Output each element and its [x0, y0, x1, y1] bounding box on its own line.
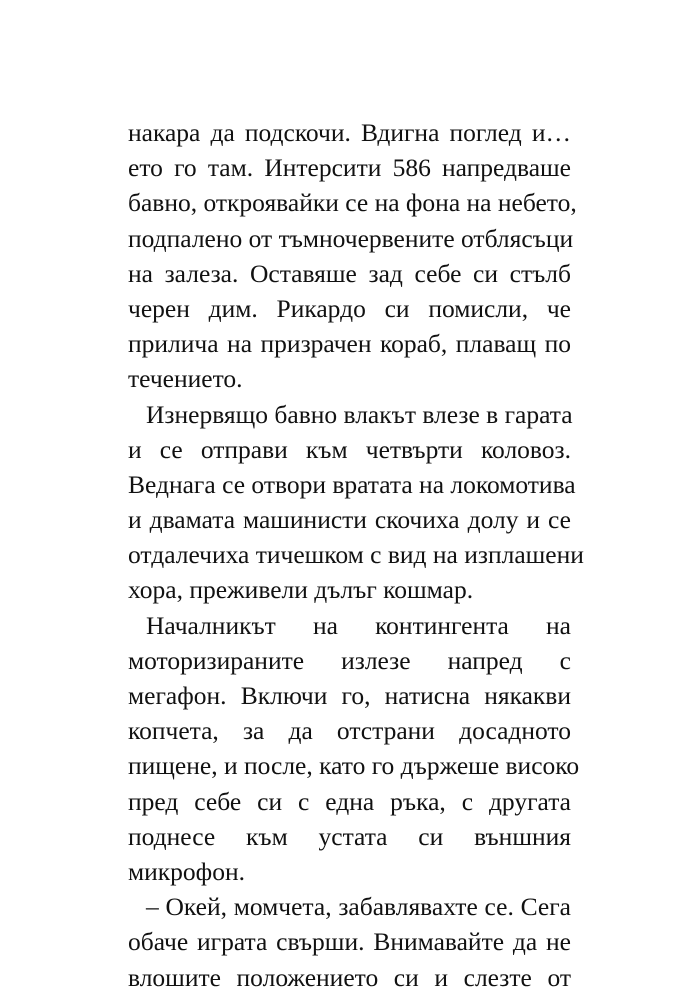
text-line: пищене, и после, като го държеше високо: [128, 751, 580, 781]
text-line: мегафон. Включи го, натисна някакви: [128, 681, 571, 710]
text-line: обаче играта свърши. Внимавайте да не: [128, 927, 571, 957]
paragraph-2: [128, 397, 584, 608]
text-line: течението.: [128, 364, 243, 394]
text-line: прилича на призрачен кораб, плаващ по: [128, 329, 571, 359]
text-line: бавно, откроявайки се на фона на небето,: [128, 188, 577, 218]
text-line: Изнервящо бавно влакът влезе в гарата: [146, 399, 573, 429]
text-line: пред себе си с една ръка, с другата: [128, 786, 571, 816]
text-line: и двамата машинисти скочиха долу и се: [128, 505, 571, 535]
text-line: накара да подскочи. Вдигна поглед и…: [128, 118, 571, 147]
paragraph-1: [128, 115, 577, 397]
text-line: отдалечиха тичешком с вид на изплашени: [128, 540, 584, 570]
text-line: на залеза. Оставяше зад себе си стълб: [128, 258, 571, 288]
text-line: хора, преживели дълъг кошмар.: [128, 575, 474, 605]
text-line: Веднага се отвори вратата на локомотива: [128, 469, 576, 499]
text-line: и се отправи към четвърти коловоз.: [128, 434, 571, 464]
text-line: черен дим. Рикардо си помисли, че: [128, 293, 571, 323]
text-line: копчета, за да отстрани досадното: [128, 716, 571, 746]
text-line: подпалено от тъмночервените отблясъци: [128, 223, 574, 253]
text-line: влошите положението си и слезте от: [128, 962, 571, 992]
text-line: ето го там. Интерсити 586 напредваше: [128, 153, 571, 183]
text-line: Началникът на контингента на: [146, 610, 571, 640]
paragraph-4: [128, 889, 571, 995]
text-line: – Окей, момчета, забавлявахте се. Сега: [146, 892, 571, 922]
text-line: поднесе към устата си външния: [128, 821, 571, 851]
text-line: микрофон.: [128, 856, 245, 886]
text-line: моторизираните излезе напред с: [128, 645, 571, 675]
body-text: [128, 115, 584, 995]
paragraph-3: [128, 608, 580, 890]
